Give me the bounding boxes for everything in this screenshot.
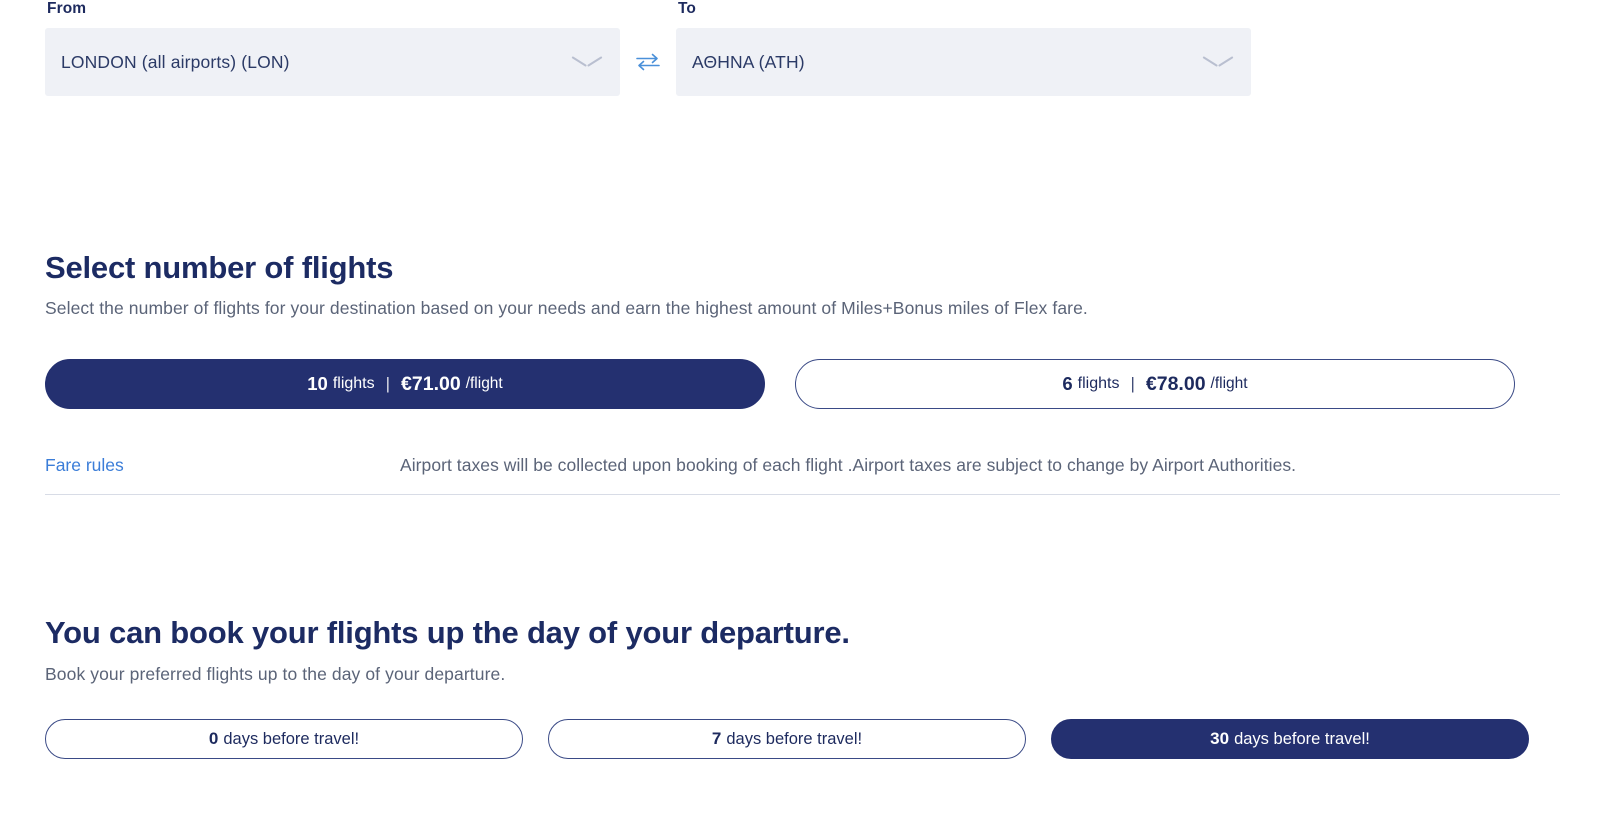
destination-label: To (678, 0, 696, 17)
booking-window-label: days before travel! (223, 729, 360, 748)
flight-price-unit: /flight (465, 375, 503, 392)
flight-count-separator: | (385, 374, 391, 393)
booking-window-option-0[interactable] (45, 719, 523, 759)
origin-select[interactable] (45, 28, 620, 96)
flight-count-separator: | (1130, 374, 1135, 393)
flight-price: €71.00 (401, 372, 461, 395)
origin-field-block (45, 0, 620, 96)
chevron-down-icon (1203, 54, 1233, 70)
booking-window-number: 30 (1210, 729, 1230, 748)
fare-rules-link[interactable]: Fare rules (45, 455, 124, 475)
flight-count-option-10[interactable] (45, 359, 765, 409)
booking-window-option-7[interactable] (548, 719, 1026, 759)
booking-window-label: days before travel! (726, 729, 863, 748)
origin-label: From (47, 0, 87, 17)
flight-count-number: 6 (1062, 373, 1073, 394)
booking-window-number: 0 (208, 729, 219, 748)
flight-count-options (45, 359, 1560, 409)
route-selector (45, 0, 1295, 96)
flight-count-unit: flights (332, 375, 375, 392)
swap-horizontal-icon[interactable] (620, 28, 676, 96)
flight-price-unit: /flight (1210, 375, 1248, 392)
select-flights-section (45, 248, 1560, 495)
booking-window-options (45, 719, 1560, 759)
booking-window-title: You can book your flights up the day of your departure. (45, 615, 850, 650)
booking-window-number: 7 (711, 729, 722, 748)
chevron-down-icon (572, 54, 602, 70)
destination-value: ΑΘΗΝΑ (ATH) (692, 51, 805, 72)
fare-info-row (45, 455, 1560, 495)
flight-count-option-6[interactable] (795, 359, 1515, 409)
origin-value: LONDON (all airports) (LON) (61, 51, 290, 72)
select-flights-subtitle: Select the number of flights for your destination based on your needs and earn the highest amount of Miles+Bonus miles of Flex fare. (45, 298, 1088, 318)
airport-tax-note: Airport taxes will be collected upon booking of each flight .Airport taxes are subject to change by Airport Authorities. (400, 455, 1297, 475)
booking-window-option-30[interactable] (1051, 719, 1529, 759)
booking-window-subtitle: Book your preferred flights up to the day of your departure. (45, 664, 506, 684)
destination-field-block (676, 0, 1251, 96)
booking-window-section (45, 612, 1560, 759)
page-title: Select number of flights (45, 250, 394, 285)
destination-select[interactable] (676, 28, 1251, 96)
flight-count-number: 10 (307, 373, 328, 394)
booking-window-label: days before travel! (1234, 729, 1370, 748)
flight-price: €78.00 (1145, 372, 1206, 395)
flight-count-unit: flights (1077, 375, 1120, 392)
